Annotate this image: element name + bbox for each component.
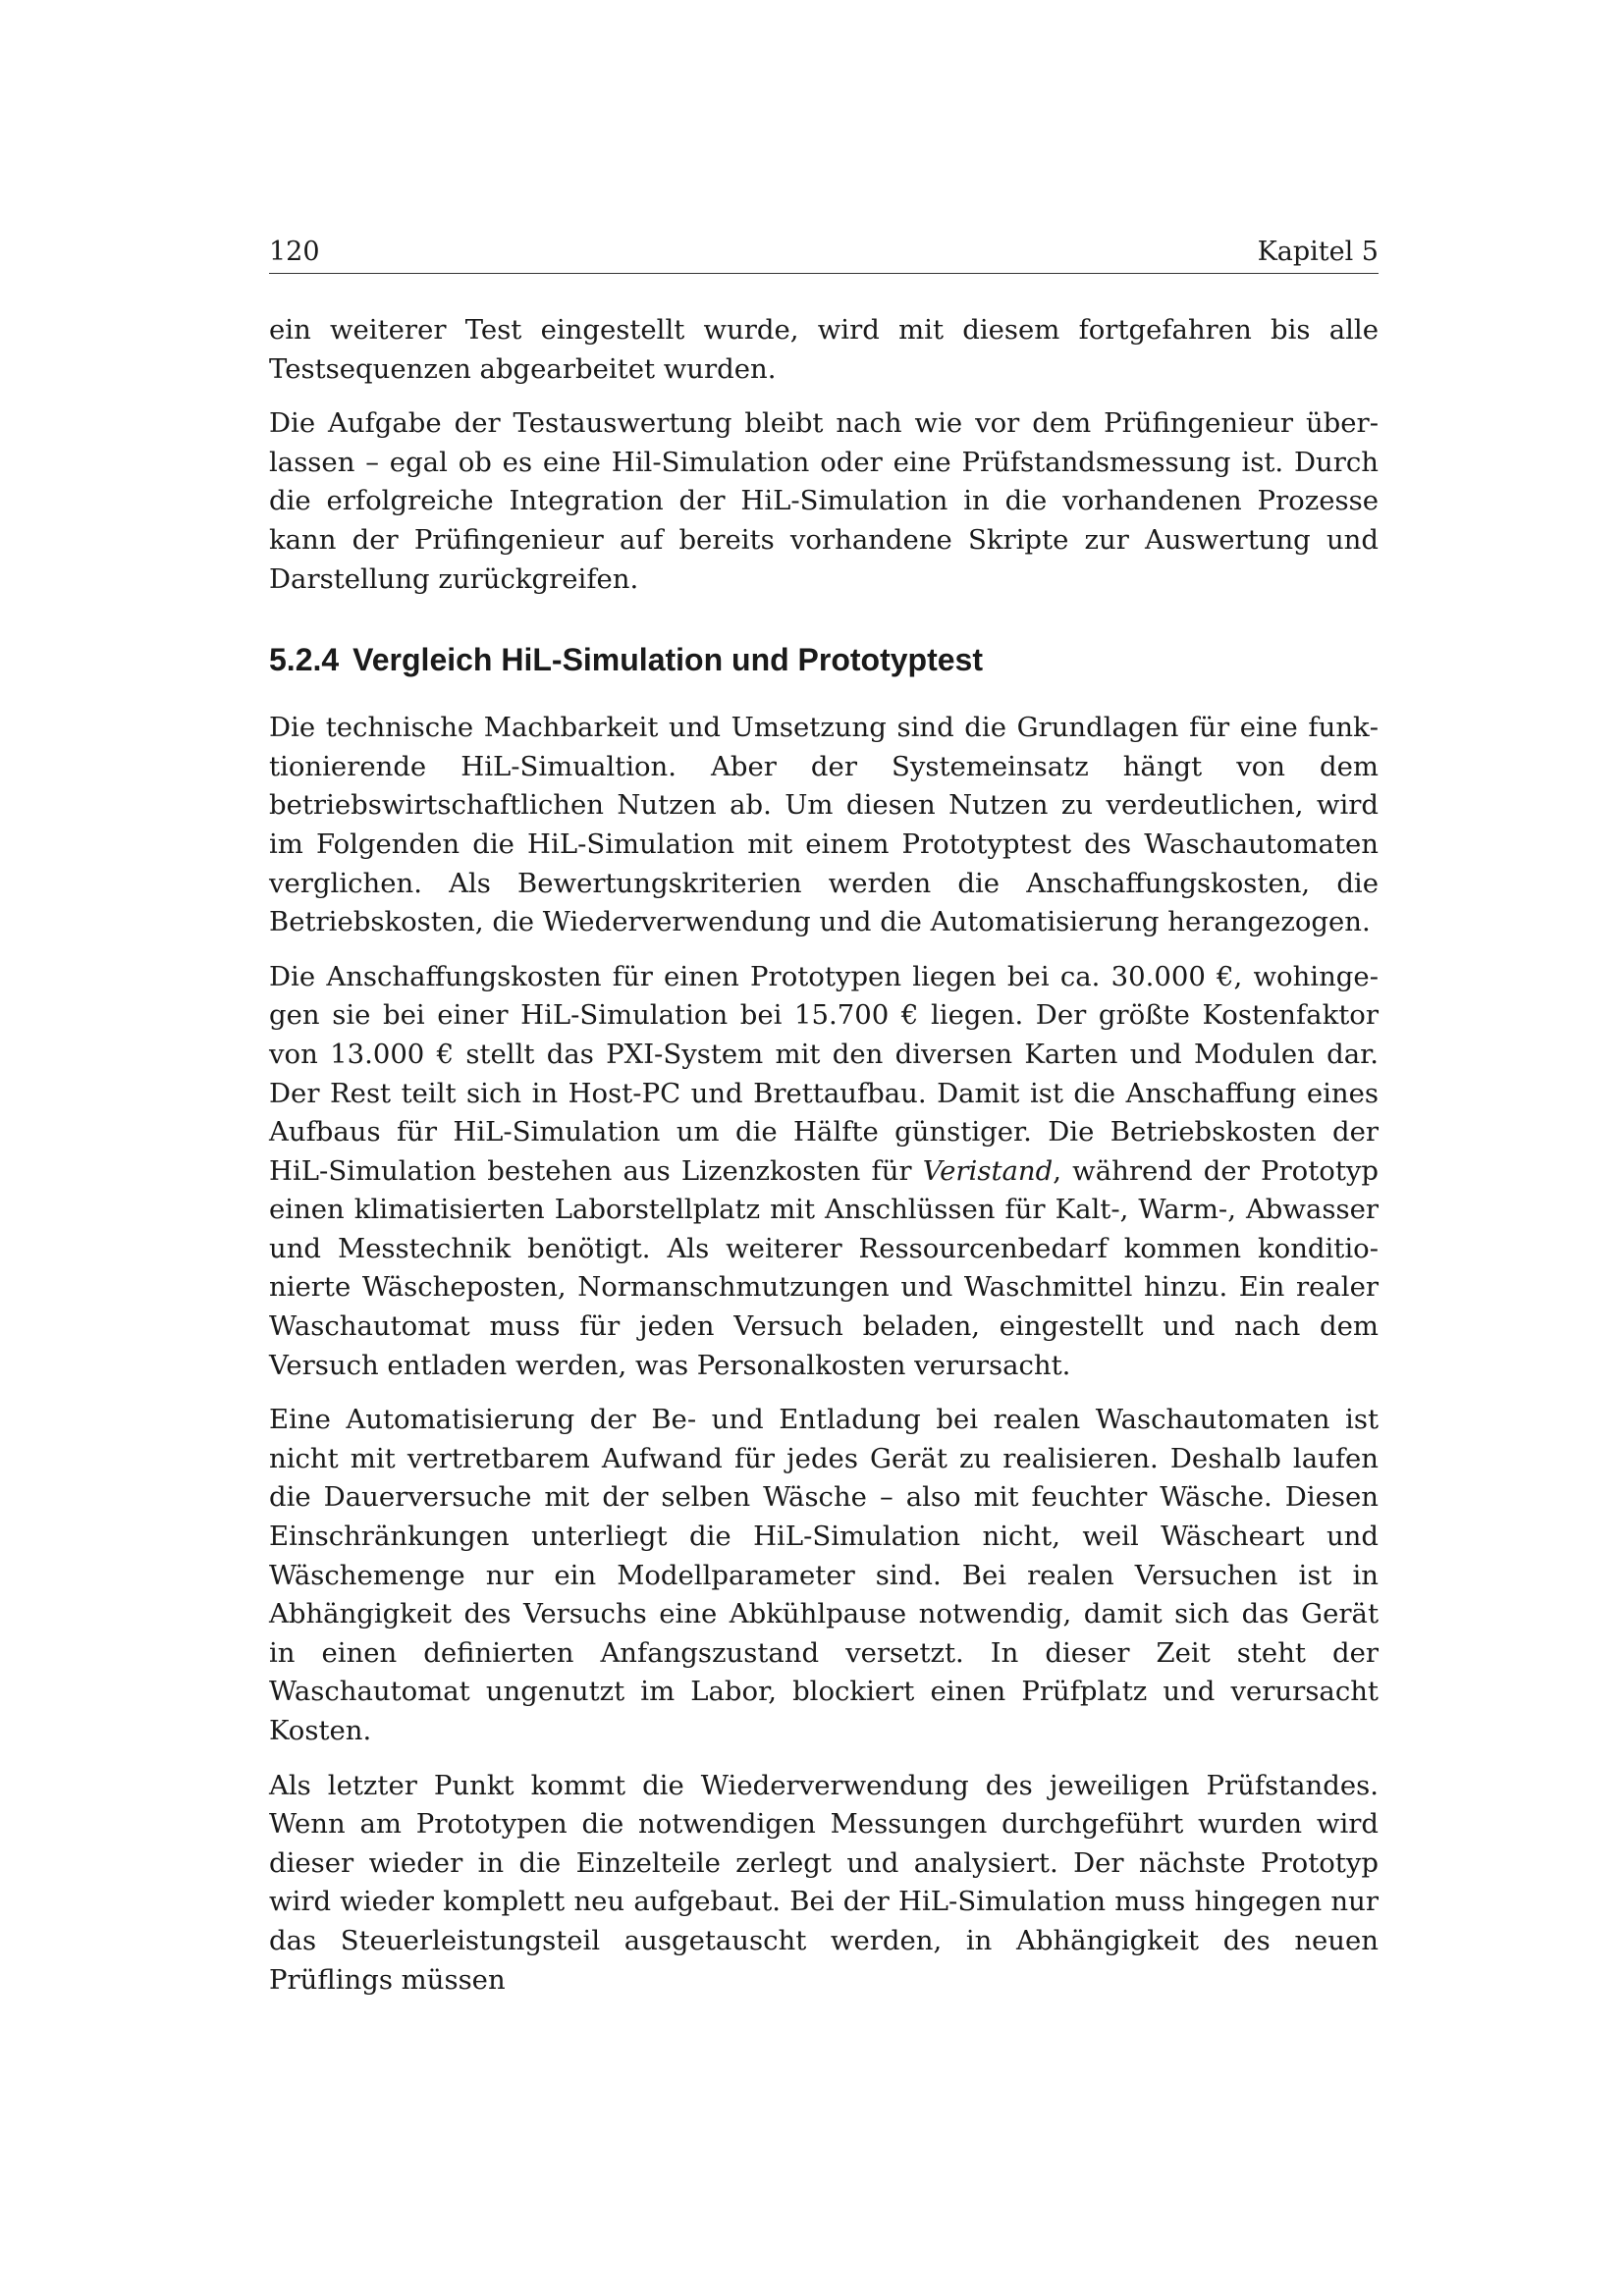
page-number: 120 <box>269 237 320 267</box>
running-header <box>269 236 1379 274</box>
section-number: 5.2.4 <box>269 642 340 678</box>
chapter-label: Kapitel 5 <box>1257 237 1379 267</box>
paragraph-3: Die technische Machbarkeit und Umsetzung sind die Grundlagen für eine funktionierende HiL-Simualtion. Aber der Systemeinsatz hängt von dem betriebswirtschaftlichen Nutzen ab. Um diesen Nutzen zu verdeutlichen, wird im Folgenden die HiL-Simulation mit einem Prototyptest des Waschautomaten verglichen. Als Bewertungskriterien werden die Anschaffungskosten, die Betriebskosten, die Wiederverwendung und die Automatisierung herangezogen. <box>269 712 1379 938</box>
section-heading <box>269 640 1379 679</box>
paragraph-4-part-2: , während der Prototyp einen klimatisierten Laborstellplatz mit Anschlüssen für Kalt-, Warm-, Abwasser und Messtechnik benötigt. Als weiterer Ressourcenbedarf kommen konditionierte Wäscheposten, Normanschmutzungen und Waschmittel hinzu. Ein realer Waschautomat muss für jeden Versuch beladen, eingestellt und nach dem Versuch entladen werden, was Personalkosten verursacht. <box>269 1154 1380 1381</box>
section-title: Vergleich HiL-Simulation und Prototyptest <box>352 642 983 678</box>
paragraph-4 <box>269 958 1379 1386</box>
software-name-emphasis: Veristand <box>922 1154 1054 1187</box>
paragraph-2: Die Aufgabe der Testauswertung bleibt nach wie vor dem Prüfingenieur überlassen – egal ob es eine Hil-Simulation oder eine Prüfstandsmessung ist. Durch die erfolgreiche Integration der HiL-Simulation in die vorhandenen Prozesse kann der Prüfingenieur auf bereits vorhandene Skripte zur Auswertung und Darstellung zurückgreifen. <box>269 407 1379 595</box>
document-page <box>269 236 1379 2015</box>
paragraph-5: Eine Automatisierung der Be- und Entladung bei realen Waschautomaten ist nicht mit vertretbarem Aufwand für jedes Gerät zu realisieren. Deshalb laufen die Dauerversuche mit der selben Wäsche – also mit feuchter Wäsche. Diesen Einschränkungen unterliegt die HiL-Simulation nicht, weil Wäscheart und Wäschemenge nur ein Modellparameter sind. Bei realen Versuchen ist in Abhängigkeit des Versuchs eine Abkühlpause notwendig, damit sich das Gerät in einen definierten Anfangszustand versetzt. In dieser Zeit steht der Waschautomat ungenutzt im Labor, blockiert einen Prüfplatz und verursacht Kosten. <box>269 1404 1379 1746</box>
paragraph-1: ein weiterer Test eingestellt wurde, wird mit diesem fortgefahren bis alle Testsequenzen abgearbeitet wurden. <box>269 314 1379 385</box>
paragraph-6: Als letzter Punkt kommt die Wiederverwendung des jeweiligen Prüfstandes. Wenn am Prototypen die notwendigen Messungen durchgeführt wurden wird dieser wieder in die Einzelteile zerlegt und analysiert. Der nächste Prototyp wird wieder komplett neu aufgebaut. Bei der HiL-Simulation muss hingegen nur das Steuerleistungsteil ausgetauscht werden, in Abhängigkeit des neuen Prüflings müssen <box>269 1769 1379 1996</box>
page-body <box>269 311 1379 2000</box>
paragraph-4-part-1: Die Anschaffungskosten für einen Prototypen liegen bei ca. 30.000 €, wohingegen sie bei einer HiL-Simulation bei 15.700 € liegen. Der größte Kostenfaktor von 13.000 € stellt das PXI-System mit den diversen Karten und Modulen dar. Der Rest teilt sich in Host-PC und Brettaufbau. Damit ist die Anschaffung eines Aufbaus für HiL-Simulation um die Hälfte günstiger. Die Betriebskosten der HiL-Simulation bestehen aus Lizenzkosten für <box>269 960 1379 1187</box>
